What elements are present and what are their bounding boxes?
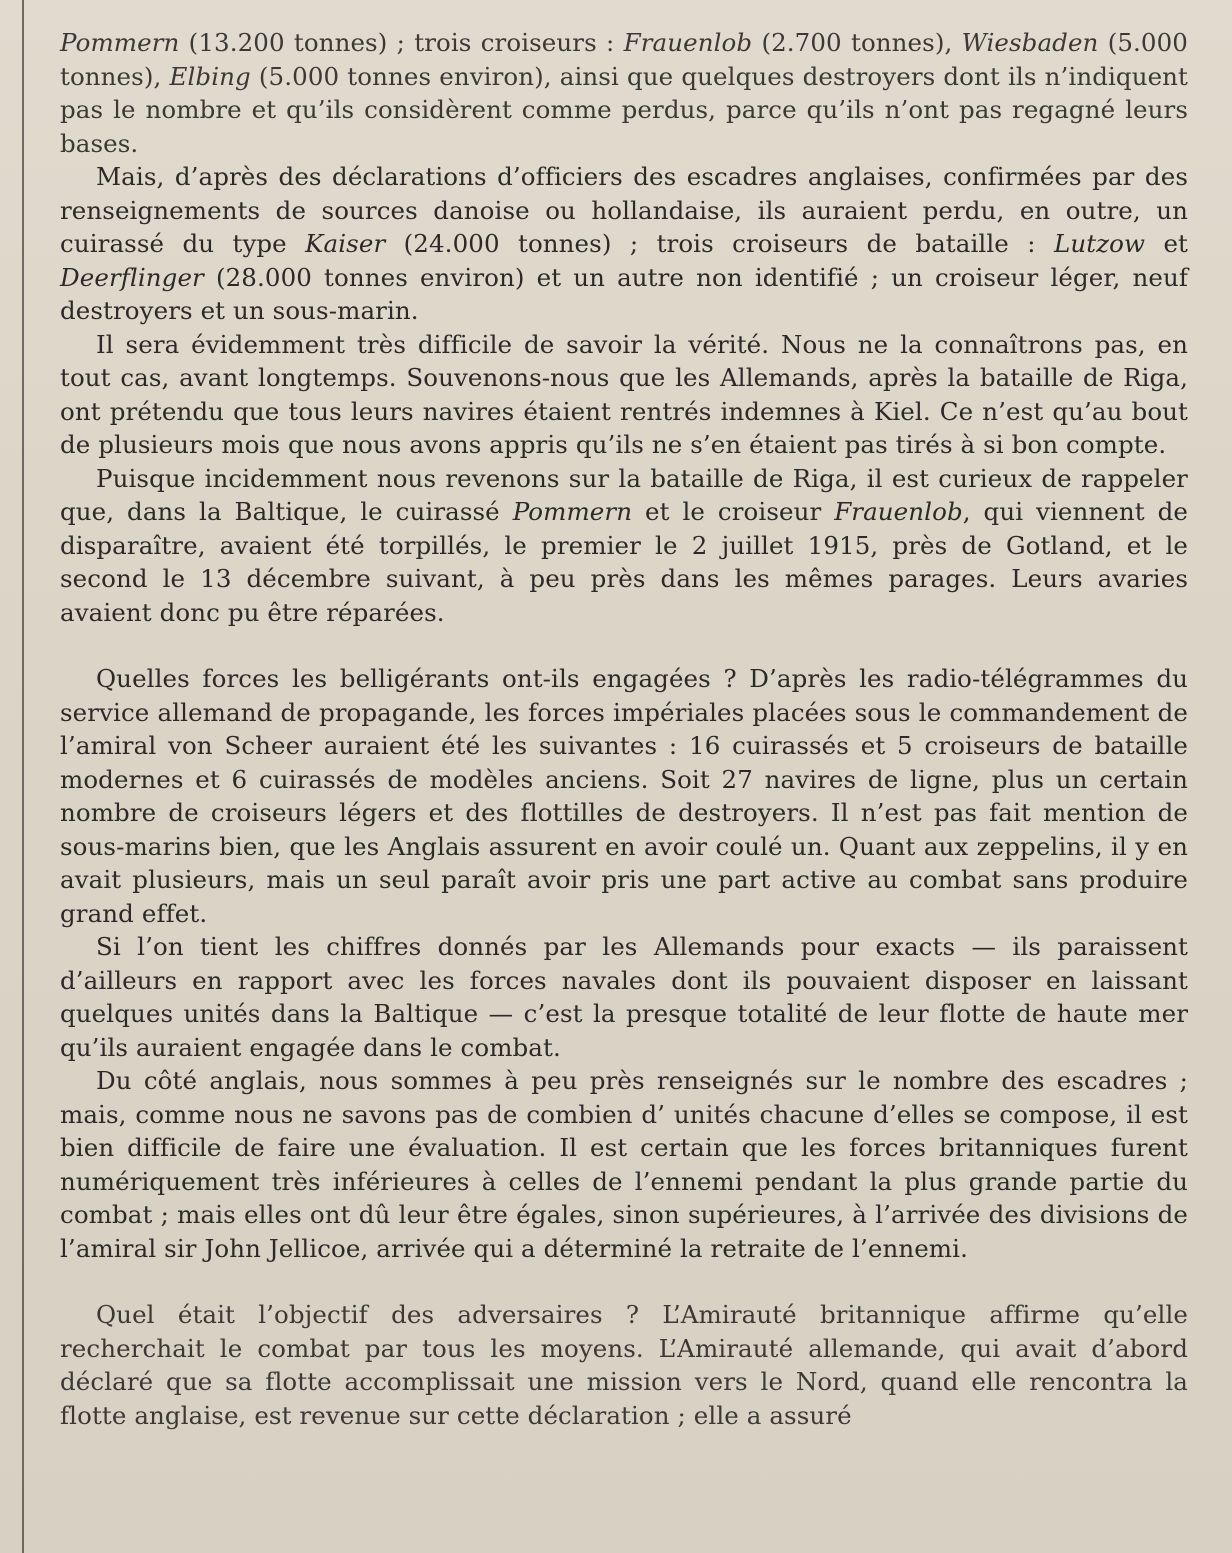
- text-run: Il sera évidemment très difficile de savoir la vérité. Nous ne la connaîtrons pas, en tout cas, avant longtemps. Souvenons-nous que les Allemands, après la bataille de Riga, ont prétendu que tous leurs navires étaient rentrés indemnes à Kiel. Ce n’est qu’au bout de plusieurs mois que nous avons appris qu’ils ne s’en étaient pas tirés à si bon compte.: [60, 329, 1188, 459]
- paragraph-3: [60, 328, 1188, 462]
- ship-name: Elbing: [169, 61, 251, 91]
- ship-name: Lutzow: [1053, 229, 1146, 258]
- page-edge-rule: [22, 0, 24, 1553]
- text-run: Du côté anglais, nous sommes à peu près renseignés sur le nombre des escadres ; mais, comme nous ne savons pas de combien d’ unités chacune d’elles se compose, il est bien difficile de faire une évaluation. Il est certain que les forces britanniques furent numériquement très inférieures à celles de l’ennemi pendant la plus grande partie du combat ; mais elles ont dû leur être égales, sinon supérieures, à l’arrivée des divisions de l’amiral sir John Jellicoe, arrivée qui a déterminé la retraite de l’ennemi.: [60, 1066, 1188, 1263]
- text-run: Quelles forces les belligérants ont-ils engagées ? D’après les radio-télégrammes du service allemand de propagande, les forces impériales placées sous le commandement de l’amiral von Scheer auraient été les suivantes : 16 cuirassés et 5 croiseurs de bataille modernes et 6 cuirassés de modèles anciens. Soit 27 navires de ligne, plus un certain nombre de croiseurs légers et des flottilles de destroyers. Il n’est pas fait mention de sous-marins bien, que les Anglais assurent en avoir coulé un. Quant aux zeppelins, il y en avait plusieurs, mais un seul paraît avoir pris une part active au combat sans produire grand effet.: [60, 664, 1188, 928]
- text-run: Mais, d’après des déclarations d’officiers des escadres anglaises, confirmées par des renseignements de sources danoise ou hollandaise, ils auraient perdu, en outre, un cuirassé du type: [60, 162, 1188, 258]
- text-run: (24.000 tonnes) ; trois croiseurs de bataille :: [385, 229, 1054, 258]
- text-run: Si l’on tient les chiffres donnés par les Allemands pour exacts — ils paraissent d’ailleurs en rapport avec les forces navales dont ils pouvaient disposer en laissant quelques unités dans la Baltique — c’est la presque totalité de leur flotte de haute mer qu’ils auraient engagée dans le combat.: [60, 932, 1188, 1062]
- text-run: , qui viennent de disparaître, avaient été torpillés, le premier le 2 juillet 1915, près de Gotland, et le second le 13 décembre suivant, à peu près dans les mêmes parages. Leurs avaries avaient donc pu être réparées.: [60, 497, 1188, 627]
- paragraph-6: [60, 930, 1188, 1064]
- text-run: (2.700 tonnes),: [752, 28, 962, 57]
- ship-name: Pommern: [60, 28, 180, 57]
- paragraph-7: [60, 1064, 1188, 1265]
- ship-name: Frauenlob: [623, 28, 753, 57]
- text-run: Quel était l’objectif des adversaires ? L’Amirauté britannique affirme qu’elle recherchait le combat par tous les moyens. L’Amirauté allemande, qui avait d’abord déclaré que sa flotte accomplissait une mission vers le Nord, quand elle rencontra la flotte anglaise, est revenue sur cette déclaration ; elle a assuré: [60, 1300, 1188, 1430]
- text-run: (5.000 tonnes),: [60, 28, 1188, 91]
- ship-name: Deerflinger: [60, 262, 204, 292]
- text-run: et le croiseur: [632, 497, 835, 526]
- text-run: (5.000 tonnes environ), ainsi que quelques destroyers dont ils n’indiquent pas le nombre et qu’ils considèrent comme perdus, parce qu’ils n’ont pas regagné leurs bases.: [60, 61, 1188, 158]
- paragraph-4: [60, 462, 1188, 630]
- ship-name: Wiesbaden: [961, 28, 1099, 57]
- text-run: Puisque incidemment nous revenons sur la bataille de Riga, il est curieux de rappeler que, dans la Baltique, le cuirassé: [60, 463, 1188, 526]
- paragraph-1: [60, 26, 1188, 160]
- paragraph-2: [60, 160, 1188, 328]
- page-text: [60, 26, 1188, 1432]
- ship-name: Frauenlob: [834, 497, 963, 526]
- paragraph-5: [60, 662, 1188, 930]
- text-run: et: [1145, 229, 1189, 258]
- paragraph-8: [60, 1298, 1188, 1432]
- text-run: (13.200 tonnes) ; trois croiseurs :: [179, 28, 624, 57]
- ship-name: Kaiser: [305, 229, 386, 258]
- ship-name: Pommern: [512, 497, 633, 526]
- text-run: (28.000 tonnes environ) et un autre non identifié ; un croiseur léger, neuf destroyers et un sous-marin.: [60, 262, 1188, 325]
